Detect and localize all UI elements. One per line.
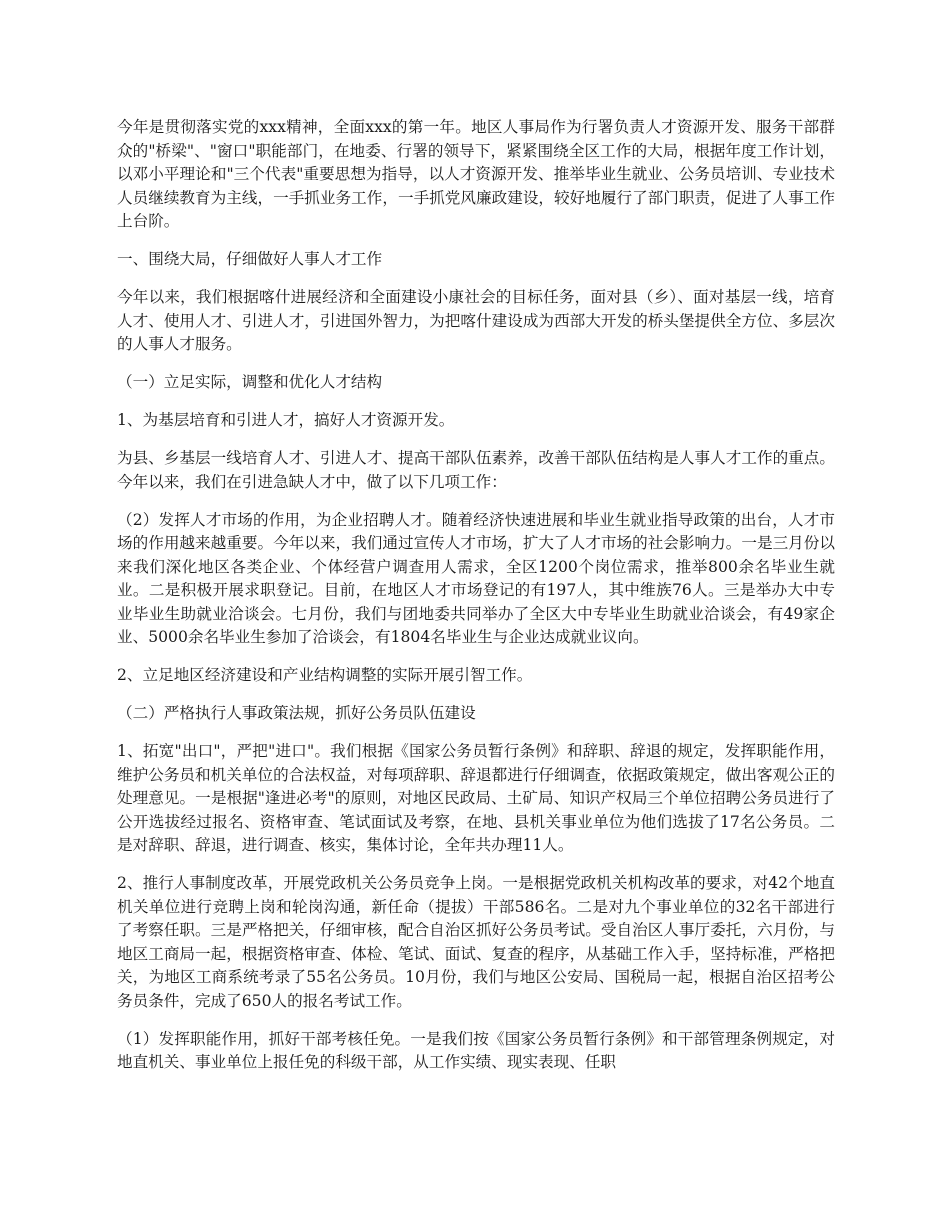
subsection-heading-1: （一）立足实际，调整和优化人才结构 [117, 373, 383, 391]
civil-servant-paragraph-2: 2、推行人事制度改革，开展党政机关公务员竞争上岗。一是根据党政机关机构改革的要求，对42个地直机关单位进行竞聘上岗和轮岗沟通，新任命（提拔）干部586名。二是对九个事业单位的32名干部进行了考察任职。三是严格把关，仔细审核，配合自治区抓好公务员考试。受自治区人事厅委托，六月份，与地区工商局一起，根据资格审查、体检、笔试、面试、复查的程序，从基础工作入手，坚持标准，严格把关，为地区工商系统考录了55名公务员。10月份，我们与地区公安局、国税局一起，根据自治区招考公务员条件，完成了650人的报名考试工作。 [117, 874, 835, 1010]
civil-servant-paragraph-1: 1、拓宽"出口"，严把"进口"。我们根据《国家公务员暂行条例》和辞职、辞退的规定，发挥职能作用，维护公务员和机关单位的合法权益，对每项辞职、辞退都进行仔细调查，依据政策规定，做出客观公正的处理意见。一是根据"逢进必考"的原则，对地区民政局、土矿局、知识产权局三个单位招聘公务员进行了公开选拔经过报名、资格审查、笔试面试及考察，在地、县机关事业单位为他们选拔了17名公务员。二是对辞职、辞退，进行调查、核实，集体讨论，全年共办理11人。 [117, 742, 835, 854]
section-heading-1: 一、围绕大局，仔细做好人事人才工作 [117, 250, 383, 268]
talent-market-paragraph: （2）发挥人才市场的作用，为企业招聘人才。随着经济快速进展和毕业生就业指导政策的出台，人才市场的作用越来越重要。今年以来，我们通过宣传人才市场，扩大了人才市场的社会影响力。一是三月份以来我们深化地区各类企业、个体经营户调查用人需求，全区1200个岗位需求，推举800余名毕业生就业。二是积极开展求职登记。目前，在地区人才市场登记的有197人，其中维族76人。三是举办大中专业毕业生助就业洽谈会。七月份，我们与团地委共同举办了全区大中专毕业生助就业洽谈会，有49家企业、5000余名毕业生参加了洽谈会，有1804名毕业生与企业达成就业议向。 [117, 510, 836, 646]
intro-paragraph: 今年是贯彻落实党的xxx精神，全面xxx的第一年。地区人事局作为行署负责人才资源开发、服务干部群众的"桥梁"、"窗口"职能部门，在地委、行署的领导下，紧紧围绕全区工作的大局，根据年度工作计划，以邓小平理论和"三个代表"重要思想为指导，以人才资源开发、推举毕业生就业、公务员培训、专业技术人员继续教育为主线，一手抓业务工作，一手抓党风廉政建设，较好地履行了部门职责，促进了人事工作上台阶。 [117, 118, 835, 230]
subsection-heading-2: （二）严格执行人事政策法规，抓好公务员队伍建设 [117, 704, 476, 722]
item-heading-1: 1、为基层培育和引进人才，搞好人才资源开发。 [117, 411, 455, 429]
document-body [117, 116, 835, 1089]
item-heading-2: 2、立足地区经济建设和产业结构调整的实际开展引智工作。 [117, 666, 533, 684]
section-1-paragraph: 今年以来，我们根据喀什进展经济和全面建设小康社会的目标任务，面对县（乡）、面对基层一线，培育人才、使用人才、引进人才，引进国外智力，为把喀什建设成为西部大开发的桥头堡提供全方位、多层次的人事人才服务。 [117, 288, 835, 353]
item-1-paragraph: 为县、乡基层一线培育人才、引进人才、提高干部队伍素养，改善干部队伍结构是人事人才工作的重点。今年以来，我们在引进急缺人才中，做了以下几项工作： [117, 449, 835, 491]
cadre-assessment-paragraph: （1）发挥职能作用，抓好干部考核任免。一是我们按《国家公务员暂行条例》和干部管理条例规定，对地直机关、事业单位上报任免的科级干部，从工作实绩、现实表现、任职 [117, 1029, 836, 1071]
